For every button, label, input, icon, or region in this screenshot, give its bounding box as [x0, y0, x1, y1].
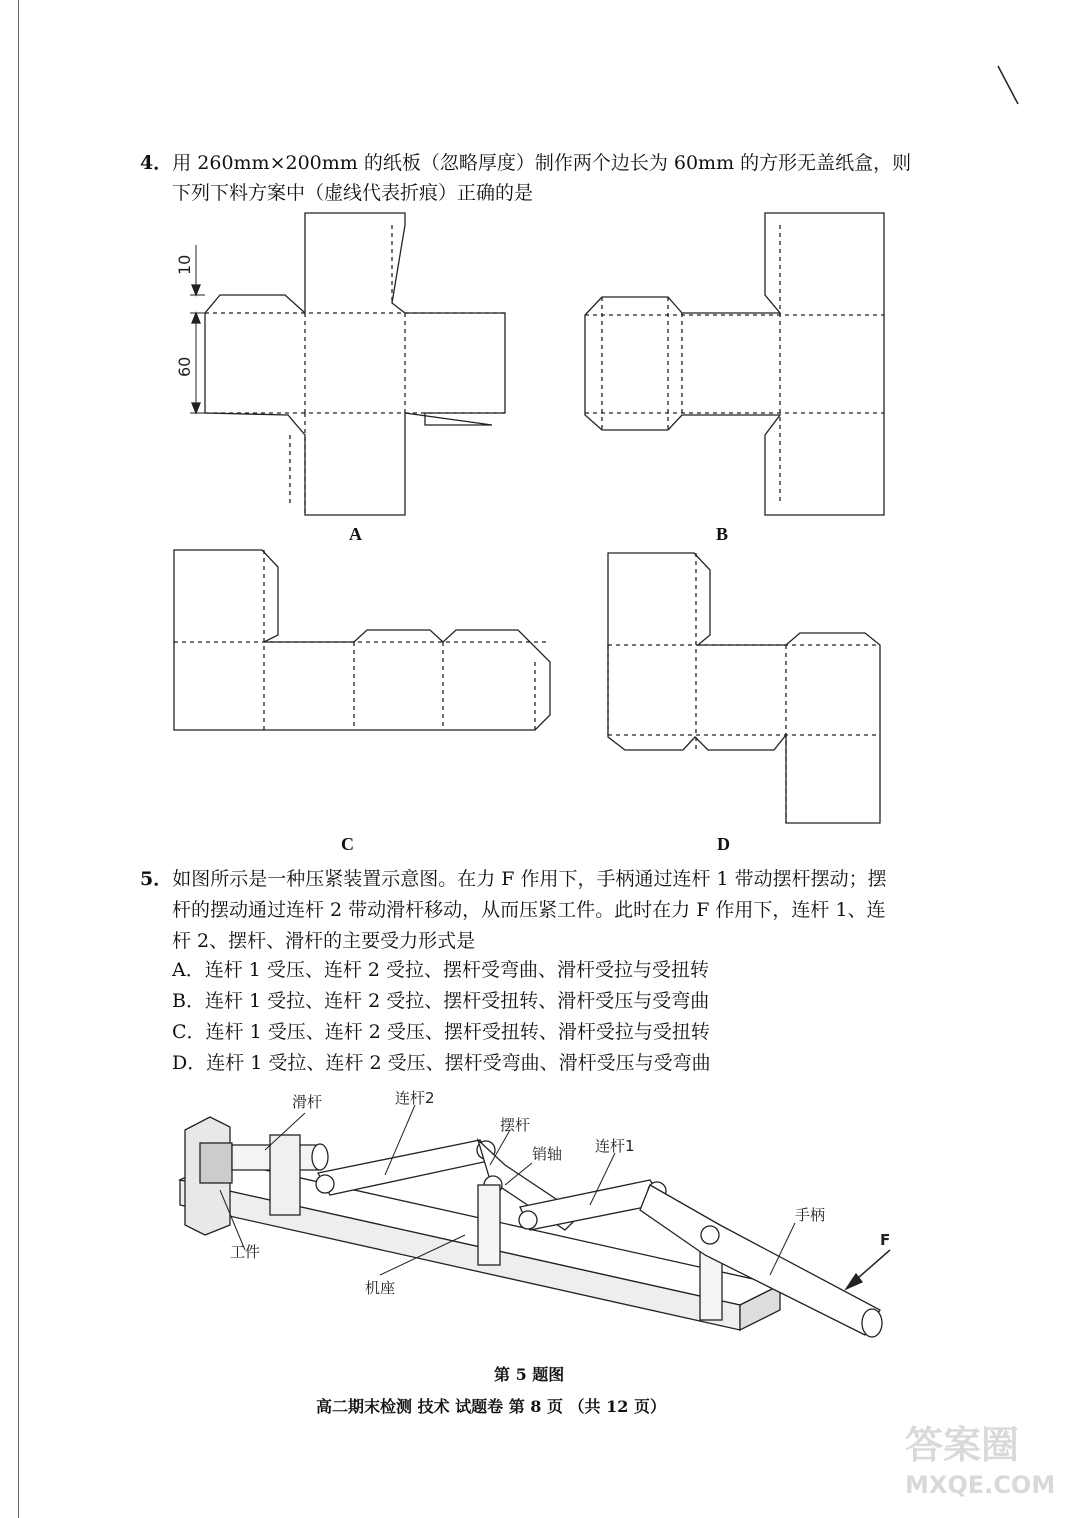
q5-option-c: C．连杆 1 受压、连杆 2 受压、摆杆受扭转、滑杆受拉与受扭转	[172, 1021, 710, 1043]
label-a: A	[349, 524, 362, 544]
q5-line1	[140, 862, 887, 896]
label-slider: 滑杆	[292, 1093, 323, 1111]
q5-option-b: B．连杆 1 受拉、连杆 2 受拉、摆杆受扭转、滑杆受压与受弯曲	[172, 990, 710, 1012]
label-force: F	[880, 1231, 891, 1249]
a-outline	[205, 213, 505, 515]
label-link2: 连杆2	[395, 1089, 435, 1107]
q4-line2: 下列下料方案中（虚线代表折痕）正确的是	[172, 182, 534, 204]
a-dim-10: 10	[175, 254, 194, 275]
watermark-logo	[905, 1425, 1055, 1505]
b-outline	[585, 213, 884, 515]
b-folds	[585, 225, 884, 505]
q5-line3: 杆 2、摆杆、滑杆的主要受力形式是	[172, 930, 476, 952]
binding-line	[18, 0, 19, 1518]
link2-bar	[318, 1140, 493, 1195]
label-base: 机座	[365, 1279, 396, 1297]
rocker-stand	[478, 1185, 500, 1265]
label-c: C	[341, 834, 354, 854]
q5-option-a: A．连杆 1 受压、连杆 2 受拉、摆杆受弯曲、滑杆受拉与受扭转	[172, 959, 710, 981]
label-handle: 手柄	[795, 1206, 826, 1224]
q4-stem-1: 用 260mm×200mm 的纸板（忽略厚度）制作两个边长为 60mm 的方形无盖纸盒，则	[172, 152, 912, 174]
label-b: B	[716, 524, 729, 544]
d-outline	[608, 553, 880, 823]
figure-caption: 第 5 题图	[494, 1365, 565, 1384]
label-pin: 销轴	[532, 1145, 563, 1163]
workpiece	[200, 1143, 232, 1183]
c-outline	[174, 550, 550, 730]
label-workpiece: 工件	[230, 1243, 261, 1261]
c-folds	[174, 550, 550, 730]
q5-line2: 杆的摆动通过连杆 2 带动滑杆移动，从而压紧工件。此时在力 F 作用下，连杆 1、连	[172, 899, 886, 921]
q4-number: 4．	[140, 152, 173, 174]
d-folds	[608, 553, 880, 823]
pen-mark	[990, 60, 1030, 110]
q4-line1	[140, 146, 911, 180]
figure-c	[170, 545, 560, 745]
label-link1: 连杆1	[595, 1137, 635, 1155]
q5-option-d: D．连杆 1 受拉、连杆 2 受压、摆杆受弯曲、滑杆受压与受弯曲	[172, 1052, 711, 1074]
watermark-line1: 答案圈	[905, 1423, 1020, 1467]
clamp-device-figure	[160, 1085, 920, 1365]
page-footer: 高二期末检测 技术 试题卷 第 8 页 （共 12 页）	[316, 1397, 666, 1416]
a-folds	[205, 225, 505, 515]
watermark-line2: MXQE.COM	[905, 1471, 1056, 1499]
slider-guide	[270, 1135, 300, 1215]
q5-stem-1: 如图所示是一种压紧装置示意图。在力 F 作用下，手柄通过连杆 1 带动摆杆摆动；摆	[172, 868, 887, 890]
q5-number: 5．	[140, 868, 173, 890]
a-dim-60: 60	[175, 356, 194, 377]
figure-d	[600, 545, 890, 835]
label-rocker: 摆杆	[500, 1116, 531, 1134]
label-d: D	[717, 834, 730, 854]
figure-b	[580, 205, 900, 525]
figure-a	[160, 205, 520, 525]
